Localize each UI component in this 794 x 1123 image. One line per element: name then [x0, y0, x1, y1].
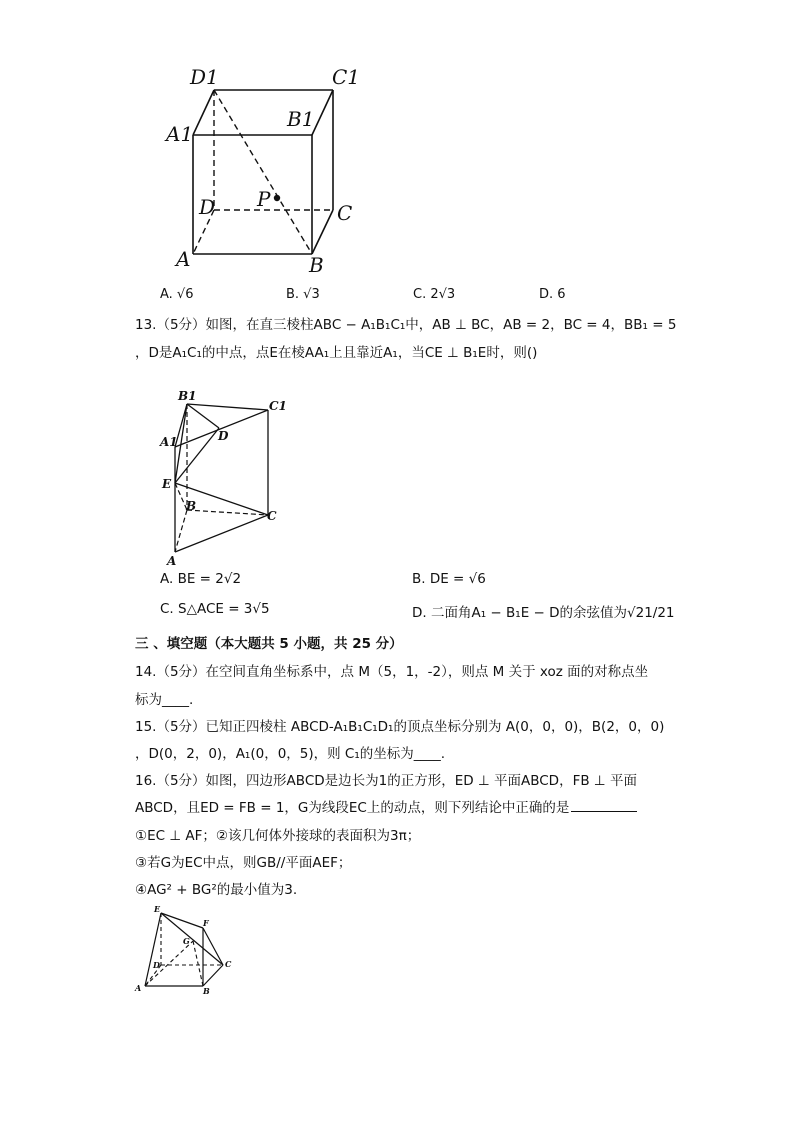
cube-label-a: A: [176, 247, 191, 271]
cube-label-b1: B1: [287, 107, 315, 131]
solid-label-a: A: [135, 983, 142, 993]
q14-line1: 14.（5分）在空间直角坐标系中，点 M（5，1，-2），则点 M 关于 xoz 面的对称点坐: [135, 664, 649, 680]
solid-label-d: D: [153, 960, 160, 970]
q16-item4: ④AG² + BG²的最小值为3.: [135, 882, 298, 898]
q16-item3: ③若G为EC中点，则GB//平面AEF；: [135, 855, 352, 871]
solid-label-e: E: [154, 904, 161, 914]
q12-option-b: B. √3: [286, 287, 320, 302]
cube-label-c: C: [337, 201, 353, 225]
solid-label-f: F: [203, 918, 209, 928]
q13-option-c: C. S△ACE = 3√5: [160, 601, 270, 617]
q13-stem-line2: ，D是A₁C₁的中点，点E在棱AA₁上且靠近A₁，当CE ⊥ B₁E时，则(): [135, 345, 538, 361]
cube-label-b: B: [309, 253, 324, 277]
q16-line2-text: ABCD，且ED = FB = 1，G为线段EC上的动点，则下列结论中正确的是: [135, 800, 570, 816]
q12-option-d: D. 6: [539, 287, 566, 302]
q14-line2: 标为____.: [135, 692, 194, 708]
prism-label-d: D: [218, 429, 229, 443]
q12-option-a: A. √6: [160, 287, 194, 302]
q16-item1: ①EC ⊥ AF；②该几何体外接球的表面积为3π；: [135, 828, 421, 844]
q13-option-b: B. DE = √6: [412, 571, 486, 587]
cube-label-a1: A1: [166, 122, 194, 146]
cube-label-d1: D1: [190, 65, 219, 89]
prism-label-a1: A1: [160, 435, 178, 449]
cube-label-d: D: [199, 195, 216, 219]
q16-line1: 16.（5分）如图，四边形ABCD是边长为1的正方形，ED ⊥ 平面ABCD，FB ⊥ 平面: [135, 773, 637, 789]
q15-line2: ，D(0，2，0)，A₁(0，0，5)，则 C₁的坐标为____.: [135, 746, 446, 762]
q15-line1: 15.（5分）已知正四棱柱 ABCD-A₁B₁C₁D₁的顶点坐标分别为 A(0，0，0)，B(2，0，0): [135, 719, 665, 735]
q12-option-c: C. 2√3: [413, 287, 456, 302]
solid-label-b: B: [203, 986, 210, 996]
prism-label-a: A: [167, 554, 177, 568]
prism-label-b: B: [186, 499, 197, 513]
q13-option-a: A. BE = 2√2: [160, 571, 242, 587]
solid-label-g: G: [183, 936, 190, 946]
solid-label-c: C: [225, 959, 232, 969]
q13-stem-line1: 13.（5分）如图，在直三棱柱ABC − A₁B₁C₁中，AB ⊥ BC，AB = 2，BC = 4，BB₁ = 5: [135, 317, 677, 333]
prism-label-c: C: [267, 509, 277, 523]
cube-label-p: P: [257, 187, 271, 211]
cube-label-c1: C1: [332, 65, 361, 89]
prism-label-c1: C1: [269, 399, 287, 413]
q13-option-d: D. 二面角A₁ − B₁E − D的余弦值为√21/21: [412, 605, 675, 621]
prism-label-b1: B1: [178, 389, 197, 403]
section-title: 三 、填空题（本大题共 5 小题，共 25 分）: [135, 636, 403, 652]
prism-label-e: E: [162, 477, 172, 491]
